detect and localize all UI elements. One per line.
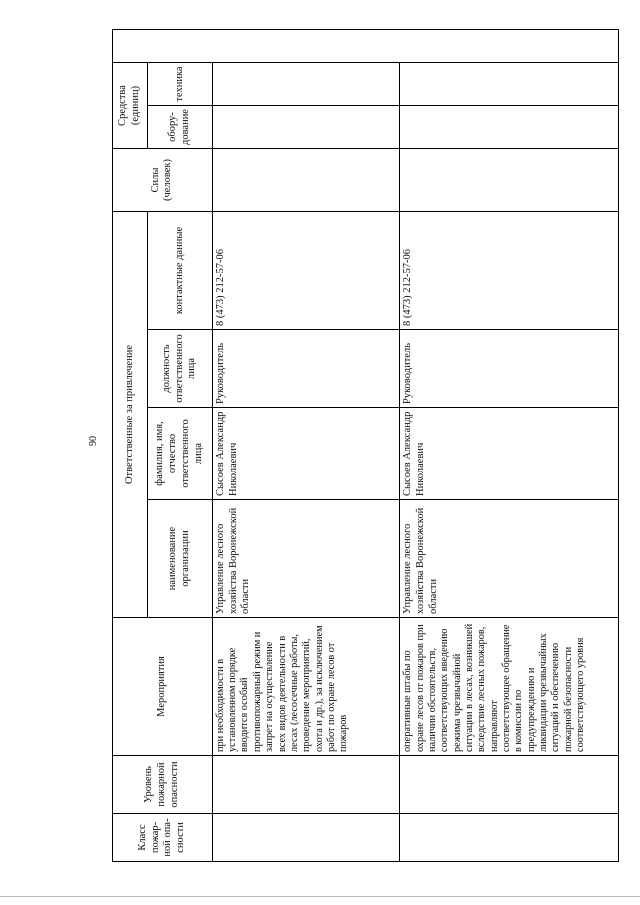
header-responsible: Ответственные за привлечение (113, 212, 148, 618)
header-position: должность ответственного лица (148, 330, 213, 408)
cell-org-name: Управление лесного хозяйства Воронежской области (212, 500, 399, 618)
cell-position: Руководитель (212, 330, 399, 408)
cell-machinery (212, 63, 399, 106)
right-strip (113, 30, 619, 63)
header-machinery: техника (148, 63, 213, 106)
scan-bottom-edge (0, 896, 640, 897)
header-contacts: контактные данные (148, 212, 213, 330)
table-row (212, 30, 399, 862)
cell-fire-level (212, 756, 399, 814)
cell-equipment (400, 106, 619, 149)
rotated-table-wrapper (112, 30, 619, 862)
cell-org-name: Управление лесного хозяйства Воронежской области (400, 500, 619, 618)
cell-forces (400, 149, 619, 212)
header-equipment: обору-дование (148, 106, 213, 149)
cell-fire-class (212, 814, 399, 862)
cell-person-name: Сысоев Александр Николаевич (212, 408, 399, 500)
responsibility-table (112, 29, 619, 862)
cell-forces (212, 149, 399, 212)
header-means: Средства (единиц) (113, 63, 148, 149)
cell-position: Руководитель (400, 330, 619, 408)
header-fire-class: Класс пожар-ной опа-сности (113, 814, 213, 862)
cell-measures: оперативные штабы по охране лесов от пожаров при наличии обстоятельств, соответствующих введению режима чрезвычайной ситуации в лесах, возникшей вследствие лесных пожаров, направляют соответствующее обращение в комиссии по предупреждению и ликвидации чрезвычайных ситуаций и обеспечению пожарной безопасности соответствующего уровня (400, 618, 619, 756)
cell-measures: при необходимости в установленном порядке вводится особый противопожарный режим и запрет на осуществление всех видов деятельности в лесах (лесосечные работы, проведение мероприятий, охота и др.), за исключением работ по охране лесов от пожаров (212, 618, 399, 756)
cell-contacts: 8 (473) 212-57-06 (400, 212, 619, 330)
page-number: 90 (88, 436, 99, 446)
header-person-name: фамилия, имя, отчество ответственного лица (148, 408, 213, 500)
cell-fire-class (400, 814, 619, 862)
header-measures: Мероприятия (113, 618, 213, 756)
header-org-name: наименование организации (148, 500, 213, 618)
header-forces: Силы (человек) (113, 149, 213, 212)
header-fire-level: Уровень пожарной опасности (113, 756, 213, 814)
table-row (400, 30, 619, 862)
cell-person-name: Сысоев Александр Николаевич (400, 408, 619, 500)
cell-contacts: 8 (473) 212-57-06 (212, 212, 399, 330)
cell-machinery (400, 63, 619, 106)
cell-equipment (212, 106, 399, 149)
cell-fire-level (400, 756, 619, 814)
